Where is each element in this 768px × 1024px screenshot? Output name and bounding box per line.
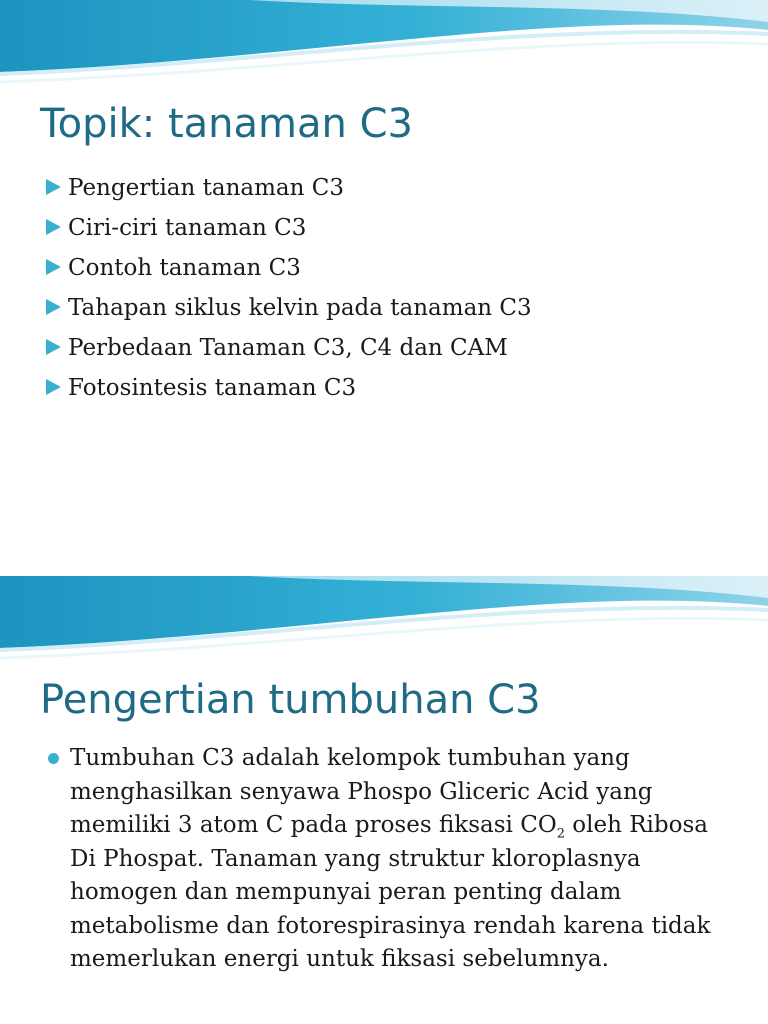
slide-title: Pengertian tumbuhan C3 bbox=[40, 677, 541, 723]
list-item: Contoh tanaman C3 bbox=[46, 248, 532, 288]
paragraph-line: memiliki 3 atom C pada proses fiksasi $CO_2$ oleh Ribosa bbox=[70, 812, 708, 842]
arrow-bullet-icon bbox=[46, 219, 61, 235]
paragraph-line: metabolisme dan fotorespirasinya rendah karena tidak bbox=[70, 912, 711, 939]
definition-paragraph bbox=[48, 742, 768, 977]
paragraph-line: menghasilkan senyawa Phospo Gliceric Acid yang bbox=[70, 778, 653, 805]
slide-2 bbox=[0, 576, 768, 1024]
arrow-bullet-icon bbox=[46, 339, 61, 355]
list-item: Ciri-ciri tanaman C3 bbox=[46, 208, 532, 248]
wave-header-graphic bbox=[0, 576, 768, 666]
arrow-bullet-icon bbox=[46, 299, 61, 315]
paragraph-line: Di Phospat. Tanaman yang struktur kloroplasnya bbox=[70, 845, 641, 872]
paragraph-line: homogen dan mempunyai peran penting dalam bbox=[70, 879, 622, 905]
paragraph-line: Tumbuhan C3 adalah kelompok tumbuhan yang bbox=[70, 745, 630, 771]
topic-list bbox=[46, 168, 532, 408]
dot-bullet-icon bbox=[48, 753, 59, 764]
slide-title: Topik: tanaman C3 bbox=[40, 101, 413, 147]
subscript: 2 bbox=[556, 826, 565, 842]
paragraph-line: memerlukan energi untuk fiksasi sebelumnya. bbox=[70, 946, 609, 972]
list-item: Tahapan siklus kelvin pada tanaman C3 bbox=[46, 288, 532, 328]
arrow-bullet-icon bbox=[46, 259, 61, 275]
arrow-bullet-icon bbox=[46, 379, 61, 395]
list-item: Pengertian tanaman C3 bbox=[46, 168, 532, 208]
arrow-bullet-icon bbox=[46, 179, 61, 195]
list-item: Perbedaan Tanaman C3, C4 dan CAM bbox=[46, 328, 532, 368]
list-item: Fotosintesis tanaman C3 bbox=[46, 368, 532, 408]
wave-header-graphic bbox=[0, 0, 768, 90]
